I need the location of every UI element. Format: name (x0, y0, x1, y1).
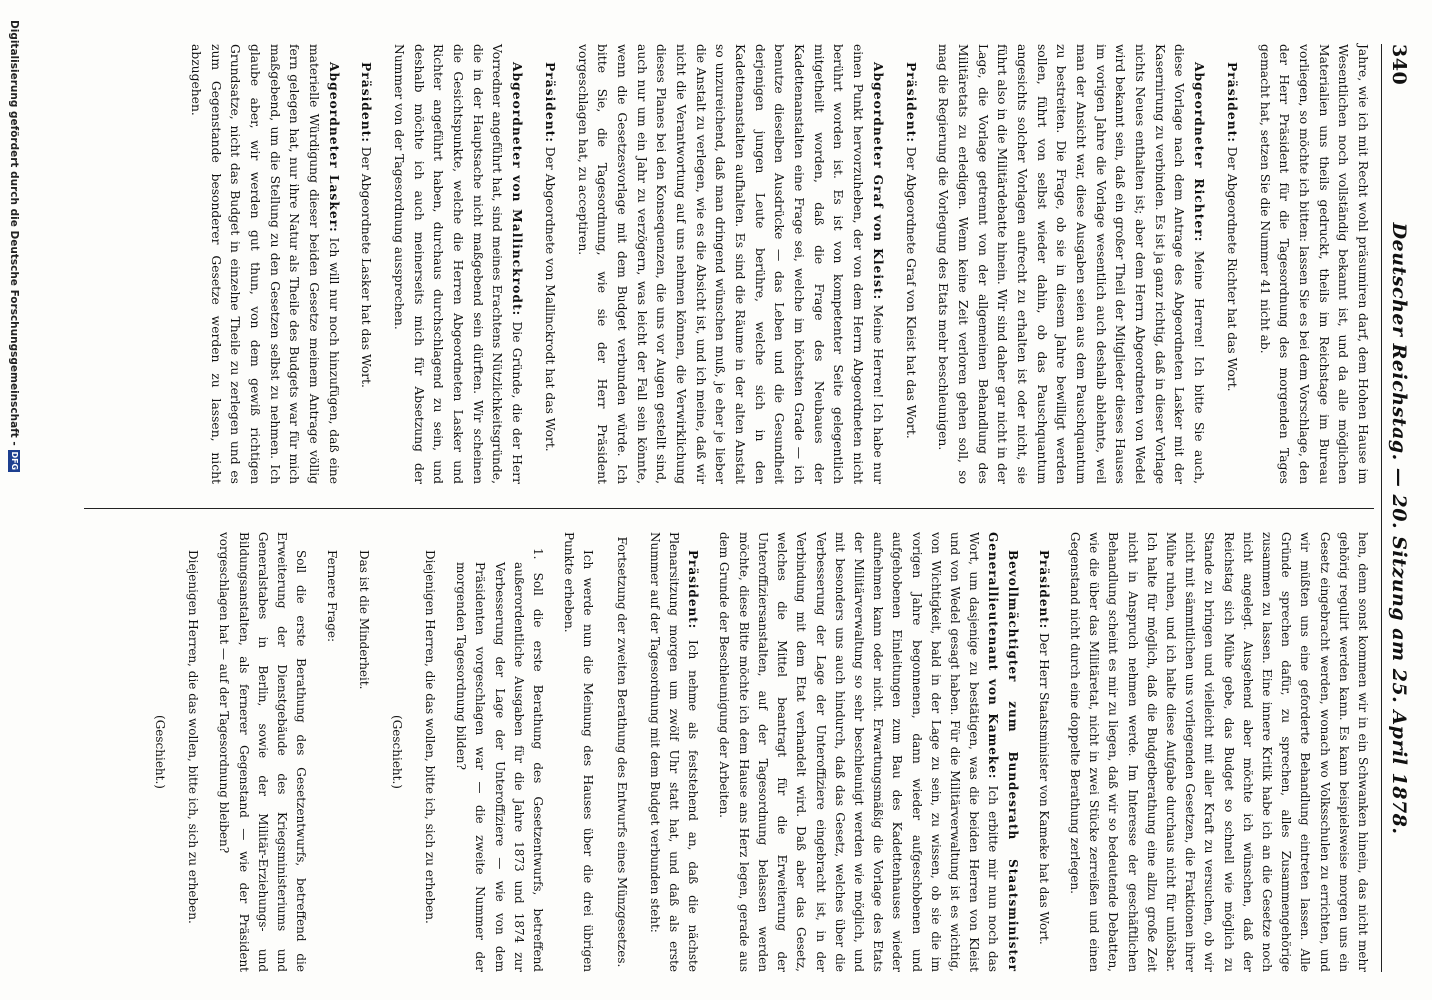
speech-paragraph (388, 44, 527, 484)
speech-paragraph (1034, 532, 1053, 972)
speech-text: Der Abgeordnete von Mallinckrodt hat das Wort. (542, 146, 557, 452)
speaker-name: Abgeordneter Graf von Kleist: (870, 62, 886, 301)
page-number: 340 (1388, 44, 1410, 86)
speech-paragraph (185, 44, 344, 484)
speech-text: Der Abgeordnete Graf von Kleist hat das Wort. (903, 146, 918, 439)
speech-paragraph (356, 44, 377, 484)
speech-paragraph (1221, 44, 1242, 484)
text-paragraph: Diejenigen Herren, die das wollen, bitte ich, sich zu erheben. (186, 550, 201, 924)
page-header (1384, 44, 1410, 972)
speaker-name: Präsident: (1036, 550, 1051, 630)
speech-paragraph (539, 44, 560, 484)
speech-text: Ich will nur noch hinzufügen, daß eine materielle Würdigung dieser beiden Gesetze meinem Antrage völlig fern gelegen hat, nur ihre Natur als Theile des Budgets war für mich maßgebend, um die Stellung zu den Gesetzen selbst zu nehmen. Ich glaube aber, wir werden gut thun, von dem gewiß richtigen Grundsatze, nicht das Budget in einzelne Theile zu zerlegen und es zum Gegenstande besonderer Gesetze werden zu lassen, nicht abzugehen. (188, 44, 341, 484)
column-divider (84, 508, 1374, 509)
speaker-name: Präsident: (1224, 62, 1240, 143)
speech-text: Ich nehme als feststehend an, daß die nächste Plenarsitzung morgen um zwölf Uhr statt hat, und daß als erste Nummer auf der Tagesordnung mit dem Budget verbunden steht: (647, 532, 701, 972)
speaker-name: Präsident: (903, 62, 919, 143)
centered-line: (Geschieht.) (389, 715, 404, 789)
speech-text: Der Abgeordnete Richter hat das Wort. (1224, 146, 1239, 392)
speech-paragraph (900, 44, 921, 484)
numbered-item: 1. Soll die erste Berathung des Gesetzentwurfs, betreffend außerordentliche Ausgaben für die Jahre 1873 und 1874 zur Verbesserung der Lage der Unteroffiziere — wie von dem Präsidenten vorgeschlagen war — die zweite Nummer der morgenden Tagesordnung bilden? (454, 548, 546, 972)
speaker-name: Präsident: (686, 550, 701, 630)
speaker-name: Präsident: (542, 62, 558, 143)
page-title: Deutscher Reichstag. — 20. Sitzung am 25. April 1878. (1388, 222, 1410, 835)
speaker-name: Abgeordneter Lasker: (326, 62, 342, 233)
text-paragraph: hen, denn sonst kommen wir in ein Schwanken hinein, das nicht mehr gehörig regulirt werden kann. Es kann beispielsweise morgen uns ein Gesetz eingebracht werden, wonach wo Volksschulen zu errichten, und wir müßten uns eine geforderte Behandlung eintreten lassen. Alle Gründe sprechen dafür, zu sprechen, alles Zusammengehörige zusammen zu lassen. Eine innere Kritik habe ich an die Gesetze noch nicht angelegt. Ausgehend aber möchte ich wünschen, daß der Reichstag sich Mühe gebe, das Budget so schnell wie möglich zu Stande zu bringen und vielleicht mit aller Kraft zu versuchen, ob wir nicht mit sämmtlichen uns vorliegenden Gesetzen, die Fraktionen ihrer Mühe ruhen, und ich halte diese Aufgabe durchaus nicht für unlösbar. Ich halte für möglich, daß die Budgetberathung eine allzu große Zeit nicht in Anspruch nehmen werde. Im Interesse der geschäftlichen Behandlung scheint es mir zu liegen, daß wir so bedeutende Debatten, wie die über das Militäretat, nicht in zwei Stücke zerreißen und einen Gegenstand nicht durch eine doppelte Berathung zerlegen. (1067, 532, 1370, 972)
speech-text: Meine Herren! Ich bitte Sie auch, diese Vorlage nach dem Antrage des Abgeordneten Lasker mit der Kasernirung zu verbinden. Es ist ja ganz richtig, daß in dieser Vorlage nichts Neues enthalten ist; aber dem Herrn Abgeordneten von Wedel wird bekannt sein, daß ein großer Theil der Mitglieder dieses Hauses im vorigen Jahre die Vorlage wesentlich auch deshalb ablehnte, weil man der Ansicht war, diese Ausgaben seien aus dem Pauschquantum zu bestreiten. Die Frage, ob sie in diesem Jahre bewilligt werden sollen, führt von selbst wieder dahin, ob das Pauschquantum angesichts solcher Vorlagen aufrecht zu erhalten ist oder nicht, sie führt also in die Militärdebatte hinein. Wir sind daher gar nicht in der Lage, die Vorlage getrennt von der allgemeinen Behandlung des Militäretats zu erledigen. Wenn keine Zeit verloren gehen soll, so mag die Regierung die Vorlegung des Etats mehr beschleunigen. (936, 44, 1207, 484)
speaker-name: Abgeordneter von Mallinckrodt: (510, 62, 526, 317)
credit-text: Digitalisierung gefördert durch die Deutsche Forschungsgemeinschaft - (8, 20, 20, 446)
text-paragraph: Ich werde nun die Meinung des Hauses über die drei übrigen Punkte erheben. (562, 532, 596, 972)
speech-paragraph (714, 532, 1021, 972)
text-paragraph: Jahre, wie ich mit Recht wohl präsumiren darf, dem Hohen Hause im Wesentlichen noch vollständig bekannt ist, und da alle möglichen Materialien uns theils gedruckt, theils im Reichstage im Bureau vorliegen, so möchte ich bitten: lassen Sie es bei dem Vorschlage, den der Herr Präsident für die Tagesordnung des morgenden Tages gemacht hat, setzen Sie die Nummer 41 nicht ab. (1257, 44, 1370, 484)
centered-line: (Geschieht.) (153, 715, 168, 789)
speech-paragraph (572, 44, 888, 484)
text-paragraph: Soll die erste Berathung des Gesetzentwurfs, betreffend die Erweiterung der Dienstgebäude des Kriegsministeriums und Generalstabes in Berlin, sowie der Militär-Erziehungs- und Bildungsanstalten, als fernerer Gegenstand — wie der Präsident vorgeschlagen hat — auf der Tagesordnung bleiben? (217, 532, 309, 972)
text-paragraph: Diejenigen Herren, die das wollen, bitte ich, sich zu erheben. (423, 550, 438, 924)
header-rule (1381, 44, 1382, 972)
text-paragraph: Fernere Frage: (325, 550, 340, 643)
dfg-logo-icon: DFG (10, 451, 19, 471)
speech-text: Der Herr Staatsminister von Kameke hat das Wort. (1036, 633, 1051, 945)
digitization-credit (8, 20, 20, 980)
speaker-name: Präsident: (359, 62, 375, 143)
speech-text: Ich erbitte mir nun noch das Wort, um dasjenige zu bestätigen, was die beiden Herren von Kleist und von Wedel gesagt haben. Für die Militärverwaltung ist es wichtig, von Wichtigkeit, bald in der Lage zu sein, zu wissen, ob sie die im vorigen Jahre begonnenen, dann wieder aufgeschobenen und aufgehobenen Einleitungen zum Bau des Kadettenhauses wieder aufnehmen kann oder nicht. Erwartungsmäßig die Vorlage des Etats der Militärverwaltung so sehr beschleunigt werden wie möglich, und mit besonders uns auch hindurch, daß das Gesetz, welches über die Verbesserung der Lage der Unteroffiziere eingebracht ist, in der Verbindung mit dem Etat verhandelt wird. Daß aber das Gesetz, welches die Mittel beantragt für die Erweiterung der Unteroffiziersanstalten, auf der Tagesordnung belassen werden möchte, diese Bitte möchte ich dem Hause ans Herz legen, gerade aus dem Grunde der Beschleunigung der Arbeiten. (717, 532, 1001, 972)
speaker-name: Abgeordneter Richter: (1192, 62, 1208, 243)
speech-text: Der Abgeordnete Lasker hat das Wort. (359, 146, 374, 388)
speaker-name: Bevollmächtigter zum Bundesrath Staatsminister Generallieutenant von Kameke: (986, 532, 1020, 972)
speech-text: Die Gründe, die der Herr Vorredner angeführt hat, sind meines Erachtens Nützlichkeitsgründe, die in der Hauptsache nicht maßgebend sein dürften. Wir scheinen die Gesichtspunkte, welche die Herren Abgeordneten Lasker und Richter angeführt haben, durchaus durchschlagend zu sein, und deshalb möchte ich auch meinerseits mich für Absetzung der Nummer von der Tagesordnung aussprechen. (392, 44, 525, 484)
right-text-column (136, 532, 1372, 972)
text-paragraph: Das ist die Minderheit. (356, 550, 371, 690)
speech-paragraph (933, 44, 1210, 484)
centered-line: Fortsetzung der zweiten Berathung des Entwurfs eines Münzgesetzes. (614, 536, 629, 968)
speech-paragraph (645, 532, 703, 972)
speech-text: Meine Herren! Ich habe nur einen Punkt hervorzuheben, der von dem Herrn Abgeordneten nicht berührt worden ist. Es ist von kompetenter Seite gelegentlich mitgetheilt worden, daß die Frage des Neubaues der Kadettenanstalten eine Frage sei, welche im höchsten Grade — ich benutze dieselben Ausdrücke — das Leben und die Gesundheit derjenigen jungen Leute berühre, welche sich in den Kadettenanstalten aufhalten. Es sind die Räume in der alten Anstalt so unzureichend, daß man dringend wünschen muß, je eher je lieber die Anstalt zu verlegen, wie es die Absicht ist, und ich meine, daß wir nicht die Verantwortung auf uns nehmen können, die Verwirklichung dieses Planes bei den Konsequenzen, die uns vor Augen gestellt sind, auch nur um ein Jahr zu verzögern, was leicht der Fall sein könnte, wenn die Gesetzesvorlage mit dem Budget verbunden würde. Ich bitte Sie, die Tagesordnung, wie sie der Herr Präsident vorgeschlagen hat, zu acceptiren. (575, 44, 885, 484)
left-text-column (173, 44, 1372, 484)
